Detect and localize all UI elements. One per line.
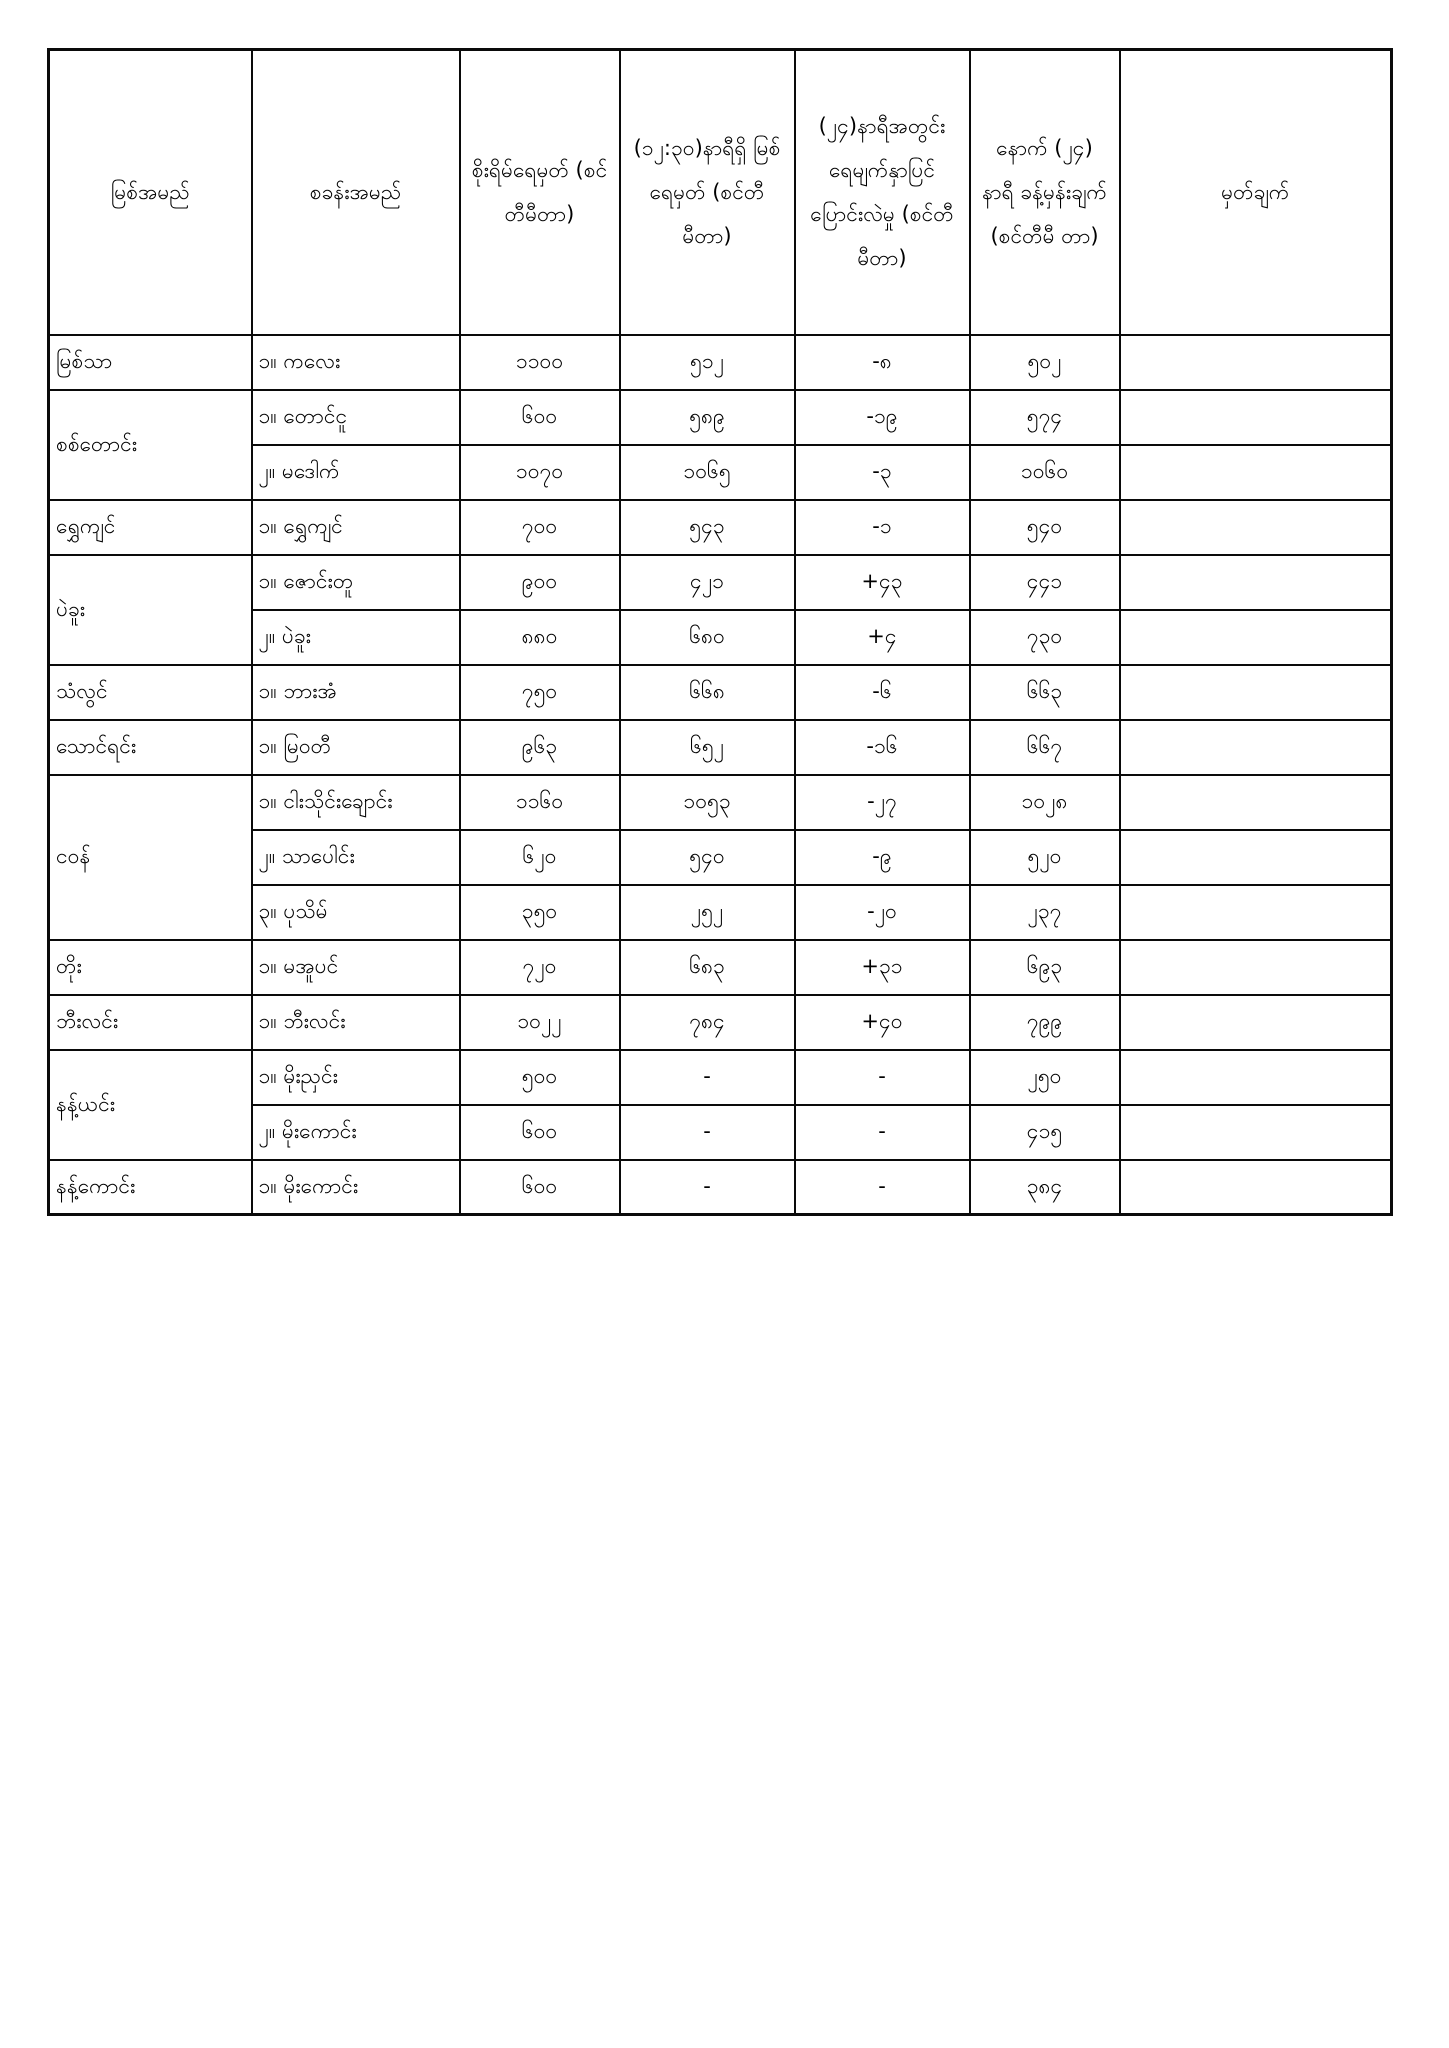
forecast-cell: ၆၉၃: [970, 940, 1120, 995]
station-name-cell: ၁။ မိုးကောင်း: [252, 1160, 460, 1215]
station-name-cell: ၂။ ပဲခူး: [252, 610, 460, 665]
danger-level-cell: ၉၆၃: [460, 720, 620, 775]
station-name-cell: ၁။ ဘားအံ: [252, 665, 460, 720]
table-row: [49, 1160, 1392, 1215]
danger-level-cell: ၆၂၀: [460, 830, 620, 885]
danger-level-cell: ၆၀၀: [460, 1160, 620, 1215]
forecast-cell: ၁၀၂၈: [970, 775, 1120, 830]
river-levels-table: [47, 48, 1393, 1216]
change-cell: +၄၀: [795, 995, 970, 1050]
water-level-cell: -: [620, 1105, 795, 1160]
station-name-cell: ၂။ သာပေါင်း: [252, 830, 460, 885]
remark-cell: [1120, 720, 1392, 775]
forecast-cell: ၃၈၄: [970, 1160, 1120, 1215]
danger-level-cell: ၁၀၇၀: [460, 445, 620, 500]
danger-level-cell: ၃၅၀: [460, 885, 620, 940]
danger-level-cell: ၁၀၂၂: [460, 995, 620, 1050]
danger-level-cell: ၁၁၆၀: [460, 775, 620, 830]
forecast-cell: ၆၆၇: [970, 720, 1120, 775]
river-name-cell: နန့်ကောင်း: [49, 1160, 252, 1215]
table-row: [49, 335, 1392, 390]
header-current-level: (၁၂:၃၀)နာရီရှိ မြစ်ရေမှတ် (စင်တီမီတာ): [620, 50, 795, 335]
river-name-cell: ငဝန်: [49, 775, 252, 940]
water-level-cell: ၅၄၃: [620, 500, 795, 555]
change-cell: +၄: [795, 610, 970, 665]
water-level-cell: ၅၈၉: [620, 390, 795, 445]
remark-cell: [1120, 335, 1392, 390]
station-name-cell: ၂။ မဒေါက်: [252, 445, 460, 500]
station-name-cell: ၁။ ဇောင်းတူ: [252, 555, 460, 610]
river-name-cell: မြစ်သာ: [49, 335, 252, 390]
change-cell: -၂၀: [795, 885, 970, 940]
remark-cell: [1120, 995, 1392, 1050]
change-cell: -၁၆: [795, 720, 970, 775]
table-row: [49, 720, 1392, 775]
change-cell: -: [795, 1160, 970, 1215]
station-name-cell: ၁။ ဘီးလင်း: [252, 995, 460, 1050]
water-level-cell: ၅၄၀: [620, 830, 795, 885]
header-station-name: စခန်းအမည်: [252, 50, 460, 335]
change-cell: -၉: [795, 830, 970, 885]
forecast-cell: ၂၅၀: [970, 1050, 1120, 1105]
danger-level-cell: ၇၀၀: [460, 500, 620, 555]
forecast-cell: ၅၂၀: [970, 830, 1120, 885]
change-cell: +၄၃: [795, 555, 970, 610]
change-cell: -၃: [795, 445, 970, 500]
forecast-cell: ၆၆၃: [970, 665, 1120, 720]
table-row: [49, 555, 1392, 610]
remark-cell: [1120, 1105, 1392, 1160]
remark-cell: [1120, 940, 1392, 995]
change-cell: -၂၇: [795, 775, 970, 830]
header-river-name: မြစ်အမည်: [49, 50, 252, 335]
station-name-cell: ၁။ ရွှေကျင်: [252, 500, 460, 555]
header-remark: မှတ်ချက်: [1120, 50, 1392, 335]
river-name-cell: တိုး: [49, 940, 252, 995]
danger-level-cell: ၆၀၀: [460, 1105, 620, 1160]
header-change-24h: (၂၄)နာရီအတွင်း ရေမျက်နှာပြင် ပြောင်းလဲမှု (စင်တီမီတာ): [795, 50, 970, 335]
forecast-cell: ၂၃၇: [970, 885, 1120, 940]
station-name-cell: ၁။ မြဝတီ: [252, 720, 460, 775]
remark-cell: [1120, 610, 1392, 665]
remark-cell: [1120, 1050, 1392, 1105]
forecast-cell: ၇၉၉: [970, 995, 1120, 1050]
water-level-cell: ၇၈၄: [620, 995, 795, 1050]
water-level-cell: -: [620, 1160, 795, 1215]
header-danger-level: စိုးရိမ်ရေမှတ် (စင်တီမီတာ): [460, 50, 620, 335]
remark-cell: [1120, 445, 1392, 500]
river-name-cell: နန့်ယင်း: [49, 1050, 252, 1160]
header-forecast-24h: နောက် (၂၄) နာရီ ခန့်မှန်းချက် (စင်တီမီ တာ): [970, 50, 1120, 335]
river-name-cell: စစ်တောင်း: [49, 390, 252, 500]
water-level-cell: ၆၅၂: [620, 720, 795, 775]
station-name-cell: ၁။ တောင်ငူ: [252, 390, 460, 445]
change-cell: -၁၉: [795, 390, 970, 445]
danger-level-cell: ၇၂၀: [460, 940, 620, 995]
water-level-cell: ၁၀၆၅: [620, 445, 795, 500]
forecast-cell: ၄၄၁: [970, 555, 1120, 610]
river-name-cell: ပဲခူး: [49, 555, 252, 665]
water-level-cell: ၁၀၅၃: [620, 775, 795, 830]
remark-cell: [1120, 390, 1392, 445]
station-name-cell: ၁။ ငါးသိုင်းချောင်း: [252, 775, 460, 830]
river-name-cell: သောင်ရင်း: [49, 720, 252, 775]
river-levels-table-container: [47, 48, 1393, 1216]
table-row: [49, 775, 1392, 830]
danger-level-cell: ၅၀၀: [460, 1050, 620, 1105]
remark-cell: [1120, 830, 1392, 885]
station-name-cell: ၁။ မိုးညှင်း: [252, 1050, 460, 1105]
table-row: [49, 940, 1392, 995]
water-level-cell: -: [620, 1050, 795, 1105]
table-row: [49, 665, 1392, 720]
forecast-cell: ၅၀၂: [970, 335, 1120, 390]
danger-level-cell: ၇၅၀: [460, 665, 620, 720]
forecast-cell: ၇၃၀: [970, 610, 1120, 665]
forecast-cell: ၁၀၆၀: [970, 445, 1120, 500]
station-name-cell: ၁။ မအူပင်: [252, 940, 460, 995]
remark-cell: [1120, 555, 1392, 610]
table-row: [49, 1050, 1392, 1105]
change-cell: -၈: [795, 335, 970, 390]
water-level-cell: ၅၁၂: [620, 335, 795, 390]
change-cell: -: [795, 1050, 970, 1105]
station-name-cell: ၃။ ပုသိမ်: [252, 885, 460, 940]
water-level-cell: ၆၈၃: [620, 940, 795, 995]
danger-level-cell: ၁၁၀၀: [460, 335, 620, 390]
change-cell: -: [795, 1105, 970, 1160]
water-level-cell: ၂၅၂: [620, 885, 795, 940]
danger-level-cell: ၉၀၀: [460, 555, 620, 610]
change-cell: -၆: [795, 665, 970, 720]
forecast-cell: ၄၁၅: [970, 1105, 1120, 1160]
remark-cell: [1120, 665, 1392, 720]
table-row: [49, 995, 1392, 1050]
remark-cell: [1120, 885, 1392, 940]
water-level-cell: ၆၆၈: [620, 665, 795, 720]
header-row: [49, 50, 1392, 335]
remark-cell: [1120, 500, 1392, 555]
remark-cell: [1120, 1160, 1392, 1215]
water-level-cell: ၄၂၁: [620, 555, 795, 610]
danger-level-cell: ၆၀၀: [460, 390, 620, 445]
table-row: [49, 390, 1392, 445]
change-cell: -၁: [795, 500, 970, 555]
forecast-cell: ၅၇၄: [970, 390, 1120, 445]
change-cell: +၃၁: [795, 940, 970, 995]
river-name-cell: သံလွင်: [49, 665, 252, 720]
water-level-cell: ၆၈၀: [620, 610, 795, 665]
danger-level-cell: ၈၈၀: [460, 610, 620, 665]
river-name-cell: ဘီးလင်း: [49, 995, 252, 1050]
station-name-cell: ၂။ မိုးကောင်း: [252, 1105, 460, 1160]
river-name-cell: ရွှေကျင်: [49, 500, 252, 555]
station-name-cell: ၁။ ကလေး: [252, 335, 460, 390]
forecast-cell: ၅၄၀: [970, 500, 1120, 555]
table-row: [49, 500, 1392, 555]
remark-cell: [1120, 775, 1392, 830]
